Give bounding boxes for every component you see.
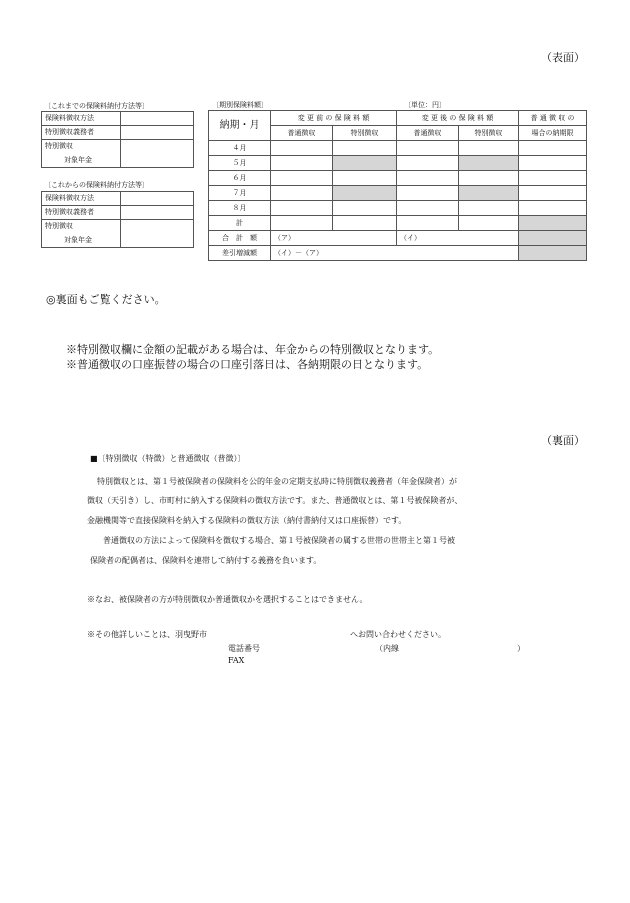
cell — [271, 186, 333, 201]
cell — [271, 156, 333, 171]
month-label: ６月 — [209, 171, 271, 186]
cell-gray — [333, 156, 397, 171]
total-after: （イ） — [397, 231, 519, 246]
cell-gray — [333, 186, 397, 201]
month-row — [209, 156, 587, 171]
month-row — [209, 201, 587, 216]
para1-line-3: 金融機関等で直接保険料を納入する保険料の徴収方法（納付書納付又は口座振替）です。 — [87, 516, 407, 525]
method-label: 保険料徴収方法 — [42, 112, 121, 126]
back-note: ※なお、被保険者の方が特別徴収か普通徴収かを選択することはできません。 — [87, 595, 368, 604]
cell — [397, 216, 459, 231]
obligor-value — [121, 126, 194, 140]
para1-line-1: 特別徴収とは、第１号被保険者の保険料を公的年金の定期支払時に特別徴収義務者（年金保険者）が — [97, 477, 457, 486]
schedule-table — [208, 110, 587, 261]
cell — [333, 171, 397, 186]
month-row — [209, 141, 587, 156]
note-line-1: ※特別徴収欄に金額の記載がある場合は、年金からの特別徴収となります。 — [66, 343, 440, 356]
cell — [333, 141, 397, 156]
before-special-header: 特別徴収 — [333, 126, 397, 141]
diff-row — [209, 246, 587, 261]
cell — [397, 141, 459, 156]
special-value — [121, 220, 194, 248]
deadline-header-1: 普 通 徴 収 の — [519, 111, 587, 126]
cell — [459, 216, 519, 231]
front-side-label: （表面） — [541, 51, 585, 64]
cell — [519, 156, 587, 171]
future-method-table — [41, 191, 194, 248]
before-ordinary-header: 普通徴収 — [271, 126, 333, 141]
note-line-2: ※普通徴収の口座振替の場合の口座引落日は、各納期限の日となります。 — [66, 358, 429, 371]
see-back-note: ◎裏面もご覧ください。 — [46, 293, 166, 306]
contact-fax-label: FAX — [228, 656, 245, 665]
after-header: 変 更 後 の 保 険 料 額 — [397, 111, 519, 126]
contact-extension-label: （内線 — [375, 644, 399, 653]
cell — [397, 201, 459, 216]
pension-label: 対象年金 — [42, 154, 121, 168]
obligor-value — [121, 206, 194, 220]
subtotal-row — [209, 216, 587, 231]
cell — [519, 171, 587, 186]
total-row — [209, 231, 587, 246]
cell — [397, 186, 459, 201]
cell-gray — [459, 156, 519, 171]
cell — [271, 141, 333, 156]
special-value — [121, 140, 194, 168]
deadline-header-2: 場合の納期限 — [519, 126, 587, 141]
cell — [519, 186, 587, 201]
cell-gray — [519, 231, 587, 246]
obligor-label: 特別徴収義務者 — [42, 126, 121, 140]
pension-label: 対象年金 — [42, 234, 121, 248]
special-label: 特別徴収 — [42, 220, 121, 234]
para2-line-1: 普通徴収の方法によって保険料を徴収する場合、第１号被保険者の属する世帯の世帯主と第１号被 — [103, 536, 455, 545]
method-label: 保険料徴収方法 — [42, 192, 121, 206]
cell — [271, 201, 333, 216]
special-label: 特別徴収 — [42, 140, 121, 154]
subtotal-label: 計 — [209, 216, 271, 231]
month-row — [209, 186, 587, 201]
month-label: ４月 — [209, 141, 271, 156]
para1-line-2: 徴収（天引き）し、市町村に納入する保険料の徴収方法です。また、普通徴収とは、第１号被保険者が、 — [87, 496, 463, 505]
contact-lead: ※その他詳しいことは、羽曳野市 — [87, 630, 207, 639]
cell — [459, 171, 519, 186]
after-ordinary-header: 普通徴収 — [397, 126, 459, 141]
period-header: 納期・月 — [209, 111, 271, 141]
after-special-header: 特別徴収 — [459, 126, 519, 141]
cell-gray — [519, 216, 587, 231]
back-side-label: （裏面） — [541, 434, 585, 447]
before-header: 変 更 前 の 保 険 料 額 — [271, 111, 397, 126]
cell — [333, 201, 397, 216]
method-value — [121, 192, 194, 206]
diff-label: 差引増減額 — [209, 246, 271, 261]
month-label: ７月 — [209, 186, 271, 201]
month-label: ５月 — [209, 156, 271, 171]
back-heading: ■〔特別徴収（特徴）と普通徴収（普徴）〕 — [90, 454, 246, 463]
unit-label: 〔単位：円〕 — [404, 101, 446, 109]
future-method-caption: 〔これからの保険料納付方法等〕 — [44, 181, 149, 189]
total-before: （ア） — [271, 231, 397, 246]
cell — [397, 171, 459, 186]
total-label: 合 計 額 — [209, 231, 271, 246]
diff-value: （イ）－（ア） — [271, 246, 519, 261]
cell — [519, 201, 587, 216]
cell — [519, 141, 587, 156]
schedule-caption: 〔期別保険料額〕 — [212, 101, 268, 109]
current-method-caption: 〔これまでの保険料納付方法等〕 — [44, 102, 149, 110]
method-value — [121, 112, 194, 126]
contact-phone-label: 電話番号 — [228, 644, 260, 653]
cell — [271, 171, 333, 186]
cell — [271, 216, 333, 231]
cell — [459, 141, 519, 156]
month-label: ８月 — [209, 201, 271, 216]
cell — [397, 156, 459, 171]
cell — [333, 216, 397, 231]
cell — [459, 201, 519, 216]
contact-inquiry: へお問い合わせください。 — [350, 630, 446, 639]
para2-line-2: 保険者の配偶者は、保険料を連帯して納付する義務を負います。 — [90, 556, 322, 565]
cell-gray — [459, 186, 519, 201]
obligor-label: 特別徴収義務者 — [42, 206, 121, 220]
month-row — [209, 171, 587, 186]
cell-gray — [519, 246, 587, 261]
contact-extension-close: ） — [517, 644, 525, 653]
current-method-table — [41, 111, 194, 168]
